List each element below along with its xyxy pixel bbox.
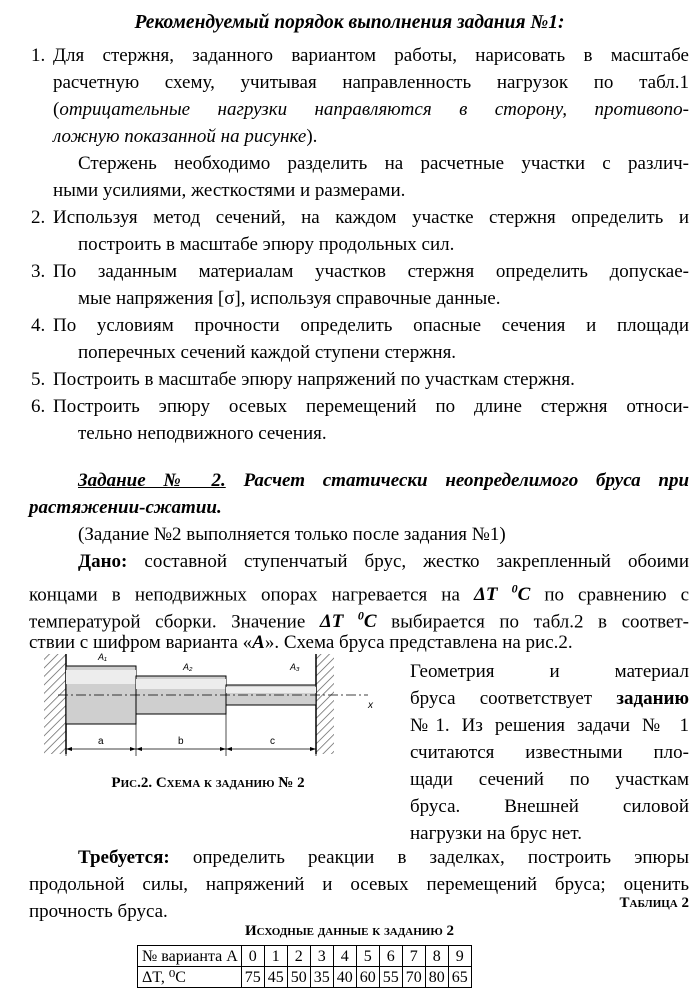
dim-b: b <box>178 736 184 747</box>
table-cell: 65 <box>448 967 471 988</box>
table2 <box>137 945 472 988</box>
label-a1: A₁ <box>98 652 107 662</box>
item-3-line-2: мые напряжения [σ], используя справочные данные. <box>78 288 501 309</box>
item-6-line-1: Построить эпюру осевых перемещений по длине стержня относи- <box>53 396 689 417</box>
table-cell: 35 <box>310 967 333 988</box>
required-label: Требуется: <box>78 847 170 868</box>
item-2-line-2: построить в масштабе эпюру продольных сил. <box>78 234 455 255</box>
table-cell: 40 <box>333 967 356 988</box>
item-4-number: 4. <box>31 315 46 336</box>
item-5-number: 5. <box>31 369 46 390</box>
table-cell: 3 <box>310 946 333 967</box>
table-cell: 7 <box>402 946 425 967</box>
section2-title-line-1: Задание № 2. Расчет статически неопределимого бруса при <box>78 470 690 491</box>
item-1-line-4: ложную показанной на рисунке). <box>53 126 318 147</box>
right-wall-support <box>316 654 334 754</box>
given-line-1: Дано: составной ступенчатый брус, жестко закрепленный обоими <box>78 551 689 572</box>
side-line-1: Геометрия и материал <box>410 661 689 682</box>
table-cell: 2 <box>287 946 310 967</box>
item-1-line-3: (отрицательные нагрузки направляются в сторону, противопо- <box>53 99 689 120</box>
table-cell: 5 <box>356 946 379 967</box>
table-row <box>138 946 472 967</box>
table-row-header-delta-t: ΔT, ⁰C <box>138 967 242 988</box>
table-cell: 4 <box>333 946 356 967</box>
note-line-1: Стержень необходимо разделить на расчетные участки с различ- <box>78 153 689 174</box>
table-cell: 70 <box>402 967 425 988</box>
axis-label: x <box>368 700 373 711</box>
item-1-line-1: Для стержня, заданного вариантом работы, нарисовать в масштабе <box>53 45 689 66</box>
side-line-4: считаются известными пло- <box>410 742 689 763</box>
table-cell: 0 <box>241 946 264 967</box>
note-line-2: ными усилиями, жесткостями и размерами. <box>53 180 406 201</box>
item-6-line-2: тельно неподвижного сечения. <box>78 423 327 444</box>
table-cell: 75 <box>241 967 264 988</box>
figure-caption: Рис.2. Схема к заданию № 2 <box>111 775 305 791</box>
item-5-line-1: Построить в масштабе эпюру напряжений по участкам стержня. <box>53 369 575 390</box>
side-line-7: нагрузки на брус нет. <box>410 823 582 844</box>
required-line-1: Требуется: определить реакции в заделках, построить эпюры <box>78 847 689 868</box>
label-a2: A₂ <box>183 662 193 672</box>
side-line-3: №1. Из решения задачи № 1 <box>410 715 689 736</box>
given-label: Дано: <box>78 551 128 572</box>
item-4-line-2: поперечных сечений каждой ступени стержня. <box>78 342 457 363</box>
table-cell: 9 <box>448 946 471 967</box>
given-line-4: ствии с шифром варианта «А». Схема бруса представлена на рис.2. <box>29 632 573 653</box>
table2-title: Исходные данные к заданию 2 <box>245 923 454 939</box>
precondition-note: (Задание №2 выполняется только после задания №1) <box>78 524 506 545</box>
dim-c: c <box>270 736 275 747</box>
item-4-line-1: По условиям прочности определить опасные сечения и площади <box>53 315 689 336</box>
section1-title: Рекомендуемый порядок выполнения задания №1: <box>134 12 565 33</box>
table-cell: 45 <box>264 967 287 988</box>
section2-title-line-2: растяжении-сжатии. <box>29 497 222 518</box>
item-6-number: 6. <box>31 396 46 417</box>
side-line-6: бруса. Внешней силовой <box>410 796 689 817</box>
left-wall-support <box>44 654 66 754</box>
item-1-italic-note: отрицательные нагрузки направляются в сторону, противопо- <box>59 99 689 120</box>
given-line-3: температурой сборки. Значение ΔT $^0$C выбирается по табл.2 в соответ- <box>29 609 689 633</box>
item-2-line-1: Используя метод сечений, на каждом участке стержня определить и <box>53 207 689 228</box>
table-row-header-variant: № варианта А <box>138 946 242 967</box>
table-cell: 50 <box>287 967 310 988</box>
side-line-5: щади сечений по участкам <box>410 769 689 790</box>
item-3-number: 3. <box>31 261 46 282</box>
table-cell: 8 <box>425 946 448 967</box>
table-cell: 80 <box>425 967 448 988</box>
table-cell: 60 <box>356 967 379 988</box>
bar-scheme-figure <box>38 648 378 760</box>
table-row <box>138 967 472 988</box>
item-1-line-2: расчетную схему, учитывая направленность нагрузок по табл.1 <box>53 72 689 93</box>
item-2-number: 2. <box>31 207 46 228</box>
task2-heading: Задание № 2. <box>78 470 226 491</box>
required-line-3: прочность бруса. <box>29 901 168 922</box>
dim-a: a <box>98 736 104 747</box>
side-bold-task: заданию <box>616 688 690 709</box>
item-1-number: 1. <box>31 45 46 66</box>
table-cell: 6 <box>379 946 402 967</box>
item-3-line-1: По заданным материалам участков стержня определить допускае- <box>53 261 689 282</box>
table-cell: 55 <box>379 967 402 988</box>
label-a3: A₃ <box>290 662 300 672</box>
table-cell: 1 <box>264 946 287 967</box>
required-line-2: продольной силы, напряжений и осевых перемещений бруса; оценить <box>29 874 689 895</box>
side-line-2: бруса соответствует заданию <box>410 688 690 709</box>
given-line-2: концами в неподвижных опорах нагревается на ΔT $^0$C по сравнению с <box>29 582 689 606</box>
table2-label: Таблица 2 <box>619 895 689 911</box>
